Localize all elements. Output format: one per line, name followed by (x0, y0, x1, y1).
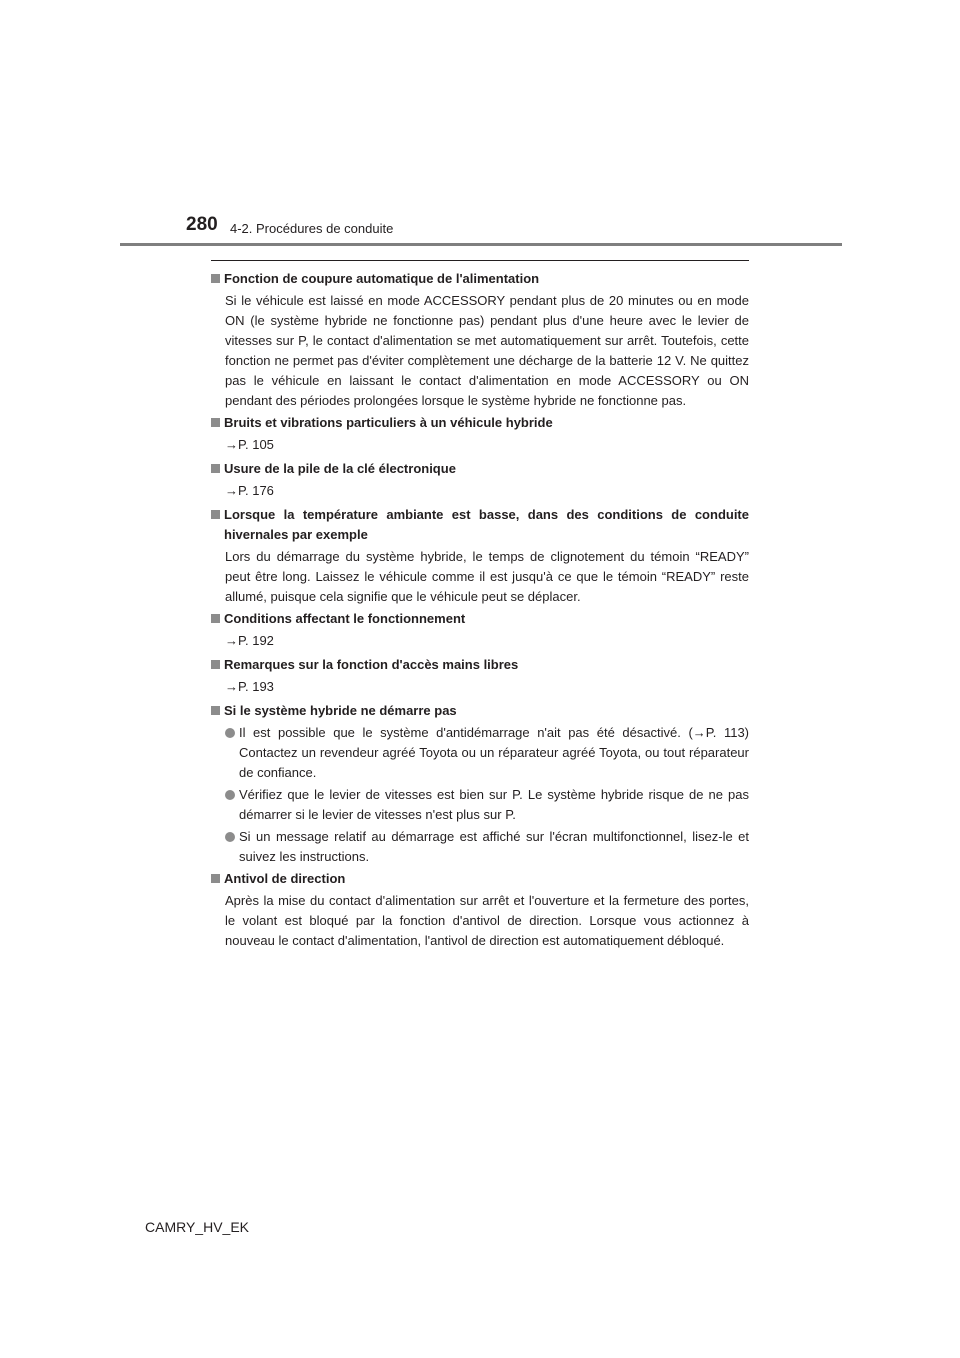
section-low-temperature (211, 505, 749, 607)
section-smart-entry (211, 655, 749, 697)
page-reference-link[interactable]: →P. 176 (225, 483, 274, 498)
section-steering-lock (211, 869, 749, 951)
page-header (0, 0, 960, 250)
page-reference-link[interactable]: →P. 105 (225, 437, 274, 452)
section-title: Lorsque la température ambiante est basse, dans des conditions de conduite hivernales par exemple (211, 505, 749, 545)
page-number: 280 (186, 214, 218, 235)
section-title: Remarques sur la fonction d'accès mains libres (211, 655, 749, 675)
round-bullet-icon (225, 832, 235, 842)
bullet-item: Vérifiez que le levier de vitesses est bien sur P. Le système hybride risque de ne pas démarrer si le levier de vitesses n'est plus sur P. (225, 785, 749, 825)
header-rule (120, 243, 842, 246)
section-title: Bruits et vibrations particuliers à un véhicule hybride (211, 413, 749, 433)
round-bullet-icon (225, 790, 235, 800)
section-noise-vibration (211, 413, 749, 455)
square-bullet-icon (211, 418, 220, 427)
square-bullet-icon (211, 614, 220, 623)
section-body: Lors du démarrage du système hybride, le temps de clignotement du témoin “READY” peut être long. Laissez le véhicule comme il est jusqu'à ce que le témoin “READY” reste allumé, puisque cela signifie que le véhicule peut se déplacer. (225, 549, 749, 604)
content (211, 260, 749, 953)
round-bullet-icon (225, 728, 235, 738)
section-hybrid-no-start (211, 701, 749, 867)
square-bullet-icon (211, 274, 220, 283)
section-operating-conditions (211, 609, 749, 651)
section-body: Si le véhicule est laissé en mode ACCESSORY pendant plus de 20 minutes ou en mode ON (le système hybride ne fonctionne pas) pendant plus d'une heure avec le levier de vitesses sur P, le contact d'alimentation se met automatiquement sur arrêt. Toutefois, cette fonction ne permet pas d'éviter complètement une décharge de la batterie 12 V. Ne quittez pas le véhicule en laissant le contact d'alimentation en mode ACCESSORY ou ON pendant des périodes prolongées lorsque le système hybride ne fonctionne pas. (225, 293, 749, 408)
section-title: Usure de la pile de la clé électronique (211, 459, 749, 479)
section-title: Si le système hybride ne démarre pas (211, 701, 749, 721)
bullet-item: Si un message relatif au démarrage est affiché sur l'écran multifonctionnel, lisez-le et suivez les instructions. (225, 827, 749, 867)
page-reference-link[interactable]: →P. 193 (225, 679, 274, 694)
page-reference-link[interactable]: →P. 192 (225, 633, 274, 648)
section-key-battery (211, 459, 749, 501)
bullet-item: Il est possible que le système d'antidémarrage n'ait pas été désactivé. (→P. 113) Contactez un revendeur agréé Toyota ou un réparateur agréé Toyota, ou tout réparateur de confiance. (225, 723, 749, 783)
section-title: Antivol de direction (211, 869, 749, 889)
square-bullet-icon (211, 706, 220, 715)
section-auto-power-off (211, 269, 749, 411)
square-bullet-icon (211, 510, 220, 519)
model-code: CAMRY_HV_EK (145, 1219, 250, 1235)
chapter-title: 4-2. Procédures de conduite (230, 221, 394, 236)
square-bullet-icon (211, 464, 220, 473)
section-title: Conditions affectant le fonctionnement (211, 609, 749, 629)
square-bullet-icon (211, 660, 220, 669)
section-body: Après la mise du contact d'alimentation sur arrêt et l'ouverture et la fermeture des portes, le volant est bloqué par la fonction d'antivol de direction. Lorsque vous actionnez à nouveau le contact d'alimentation, l'antivol de direction est automatiquement débloqué. (225, 893, 749, 948)
section-title: Fonction de coupure automatique de l'alimentation (211, 269, 749, 289)
square-bullet-icon (211, 874, 220, 883)
